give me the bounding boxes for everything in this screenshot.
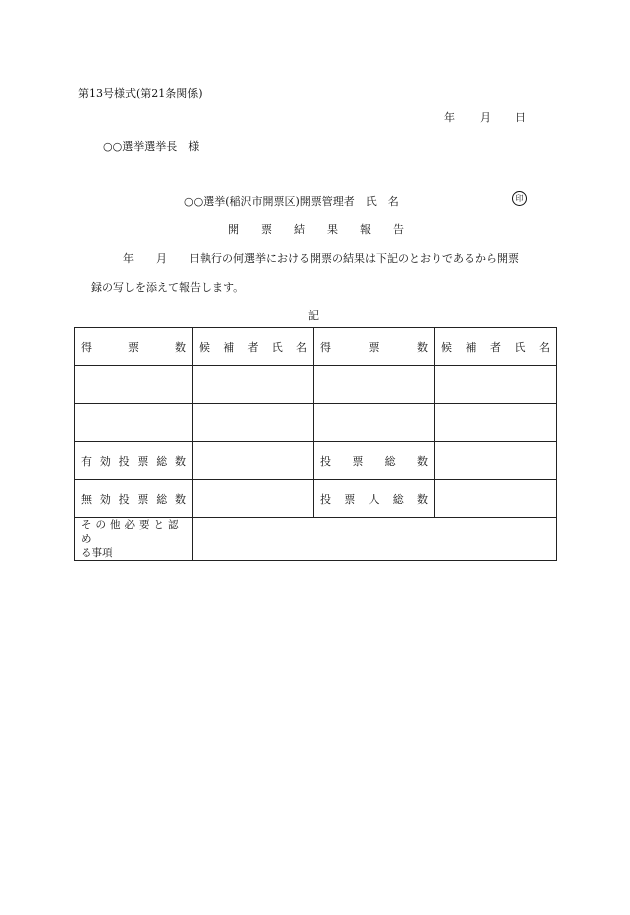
header-votes-2 — [314, 328, 435, 366]
total-votes-label — [314, 442, 435, 480]
votes-cell[interactable] — [75, 404, 193, 442]
label-char: 投 — [320, 454, 331, 468]
label-char: 氏 — [514, 340, 526, 354]
date-day-label: 日 — [515, 111, 526, 124]
label-char: 名 — [296, 340, 307, 354]
label-char: 数 — [174, 454, 186, 468]
label-char: 総 — [392, 492, 404, 506]
label-char: 数 — [416, 454, 428, 468]
invalid-total-label — [75, 480, 193, 518]
table-row — [75, 404, 557, 442]
label-char: 投 — [320, 492, 331, 506]
candidate-cell[interactable] — [435, 404, 557, 442]
votes-cell[interactable] — [314, 366, 435, 404]
table-header-row — [75, 328, 557, 366]
header-candidate-1 — [193, 328, 314, 366]
label-char: 数 — [417, 340, 428, 354]
label-char: 名 — [539, 340, 550, 354]
date-month-label: 月 — [480, 111, 491, 124]
label-char: 数 — [174, 492, 186, 506]
other-matters-label-line-2: る事項 — [81, 547, 113, 559]
label-char: 総 — [156, 454, 168, 468]
votes-cell[interactable] — [75, 366, 193, 404]
label-char: 効 — [99, 454, 111, 468]
label-char: 投 — [118, 492, 130, 506]
candidate-cell[interactable] — [193, 366, 314, 404]
label-char: 無 — [81, 492, 92, 506]
label-char: 票 — [137, 492, 149, 506]
label-char: 票 — [368, 340, 380, 354]
label-char: 得 — [81, 340, 92, 354]
result-table — [74, 327, 557, 561]
label-char: 効 — [99, 492, 111, 506]
label-char: 氏 — [271, 340, 283, 354]
label-char: 票 — [344, 492, 356, 506]
label-char: 票 — [137, 454, 149, 468]
label-char: 人 — [368, 492, 380, 506]
sender-line: ○○選挙(稲沢市開票区)開票管理者 氏 名 — [184, 195, 399, 208]
body-text-line-1: 年 月 日執行の何選挙における開票の結果は下記のとおりであるから開票 — [123, 252, 519, 265]
label-char: 票 — [128, 340, 139, 354]
other-matters-label — [75, 518, 193, 561]
label-char: 数 — [417, 492, 428, 506]
document-title: 開票結果報告 — [228, 223, 426, 236]
voter-total-label — [314, 480, 435, 518]
table-row — [75, 518, 557, 561]
label-char: 数 — [175, 340, 186, 354]
body-text-line-2: 録の写しを添えて報告します。 — [91, 281, 245, 294]
label-char: 者 — [247, 340, 259, 354]
label-char: 補 — [465, 340, 477, 354]
total-votes-value[interactable] — [435, 442, 557, 480]
voter-total-value[interactable] — [435, 480, 557, 518]
invalid-total-value[interactable] — [193, 480, 314, 518]
table-row — [75, 442, 557, 480]
label-char: 補 — [223, 340, 235, 354]
form-number: 第13号様式(第21条関係) — [78, 87, 203, 100]
label-char: 票 — [352, 454, 364, 468]
seal-mark: 印 — [512, 191, 527, 206]
other-matters-label-line-1: その他必要と認め — [81, 519, 183, 545]
date-year-label: 年 — [444, 111, 455, 124]
valid-total-label — [75, 442, 193, 480]
label-char: 有 — [81, 454, 92, 468]
header-candidate-2 — [435, 328, 557, 366]
label-char: 候 — [199, 340, 210, 354]
label-char: 者 — [490, 340, 501, 354]
table-row — [75, 480, 557, 518]
header-votes-1 — [75, 328, 193, 366]
label-char: 得 — [320, 340, 331, 354]
label-char: 候 — [441, 340, 452, 354]
candidate-cell[interactable] — [193, 404, 314, 442]
table-row — [75, 366, 557, 404]
label-char: 総 — [156, 492, 168, 506]
label-char: 投 — [118, 454, 130, 468]
addressee: ○○選挙選挙長 様 — [103, 140, 200, 153]
label-char: 総 — [384, 454, 396, 468]
ki-heading: 記 — [308, 309, 319, 322]
votes-cell[interactable] — [314, 404, 435, 442]
valid-total-value[interactable] — [193, 442, 314, 480]
candidate-cell[interactable] — [435, 366, 557, 404]
other-matters-value[interactable] — [193, 518, 557, 561]
